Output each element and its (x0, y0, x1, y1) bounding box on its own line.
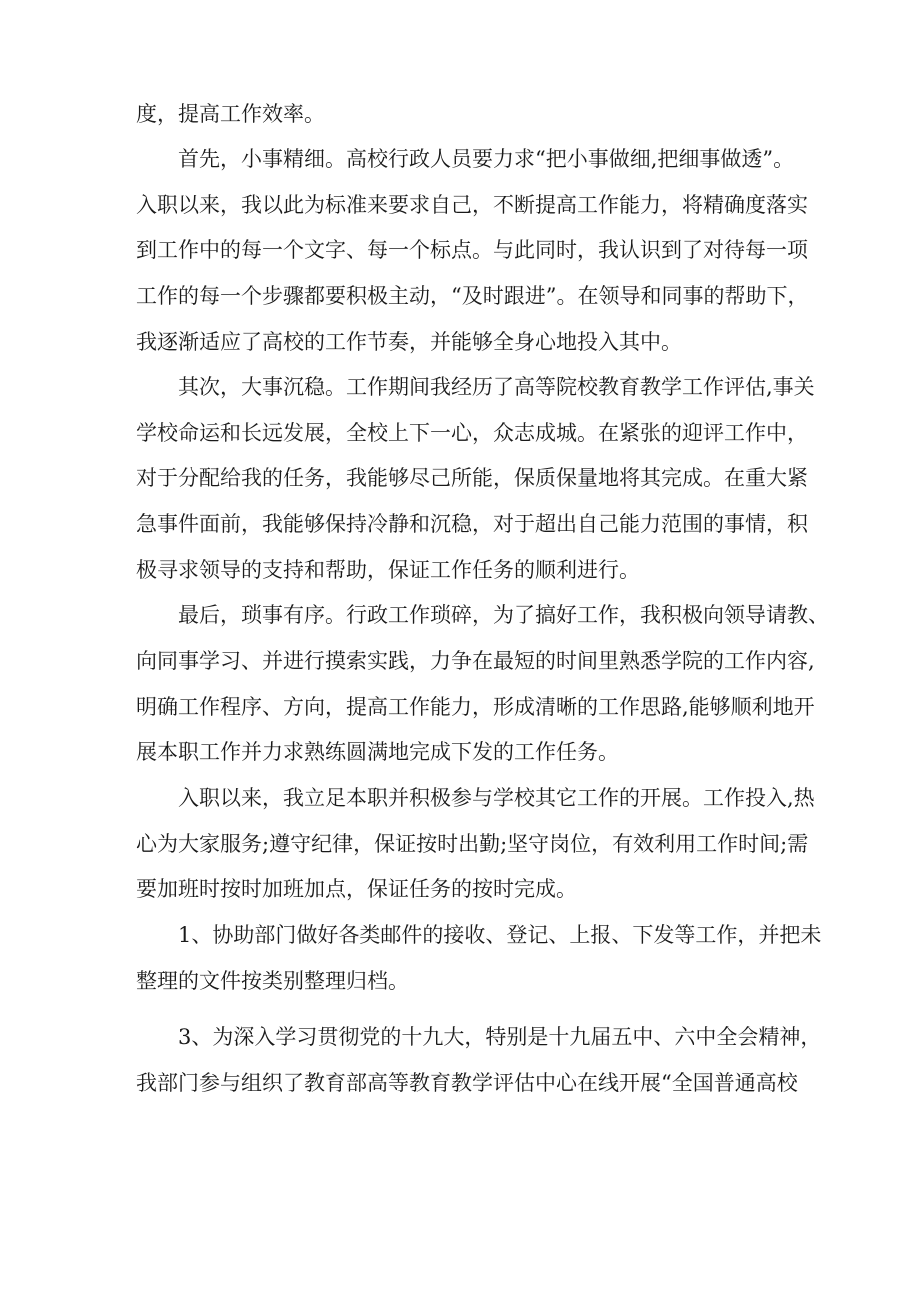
text-line: 我逐渐适应了高校的工作节奏，并能够全身心地投入其中。 (136, 330, 682, 354)
text-line: 急事件面前，我能够保持冷静和沉稳，对于超出自己能力范围的事情，积 (136, 512, 808, 536)
paragraph-first-line: 最后，琐事有序。行政工作琐碎，为了搞好工作，我积极向领导请教、 (178, 603, 829, 627)
list-item-first-line: 1、协助部门做好各类邮件的接收、登记、上报、下发等工作，并把未 (178, 923, 822, 947)
text-line: 学校命运和长远发展，全校上下一心，众志成城。在紧张的迎评工作中， (136, 421, 808, 445)
text-line: 我部门参与组织了教育部高等教育教学评估中心在线开展“全国普通高校 (136, 1071, 798, 1095)
text-line: 极寻求领导的支持和帮助，保证工作任务的顺利进行。 (136, 558, 640, 582)
text-line: 到工作中的每一个文字、每一个标点。与此同时，我认识到了对待每一项 (136, 238, 808, 262)
text-line: 入职以来，我以此为标准来要求自己，不断提高工作能力，将精确度落实 (136, 193, 808, 217)
text-line: 向同事学习、并进行摸索实践，力争在最短的时间里熟悉学院的工作内容, (136, 649, 815, 673)
list-item-first-line: 3、为深入学习贯彻党的十九大，特别是十九届五中、六中全会精神， (178, 1025, 822, 1049)
paragraph-first-line: 入职以来，我立足本职并积极参与学校其它工作的开展。工作投入,热 (178, 786, 815, 810)
paragraph-first-line: 其次，大事沉稳。工作期间我经历了高等院校教育教学工作评估,事关 (178, 375, 815, 399)
paragraph-first-line: 首先，小事精细。高校行政人员要力求“把小事做细,把细事做透”。 (178, 147, 795, 171)
text-line: 工作的每一个步骤都要积极主动，“及时跟进”。在领导和同事的帮助下， (136, 284, 809, 308)
text-line: 对于分配给我的任务，我能够尽己所能，保质保量地将其完成。在重大紧 (136, 466, 808, 490)
text-line: 整理的文件按类别整理归档。 (136, 969, 409, 993)
text-line: 明确工作程序、方向，提高工作能力，形成清晰的工作思路,能够顺利地开 (136, 695, 815, 719)
text-line: 要加班时按时加班加点，保证任务的按时完成。 (136, 877, 577, 901)
text-line: 度，提高工作效率。 (136, 102, 325, 126)
text-line: 心为大家服务;遵守纪律，保证按时出勤;坚守岗位，有效利用工作时间;需 (136, 832, 809, 856)
text-line: 展本职工作并力求熟练圆满地完成下发的工作任务。 (136, 740, 619, 764)
